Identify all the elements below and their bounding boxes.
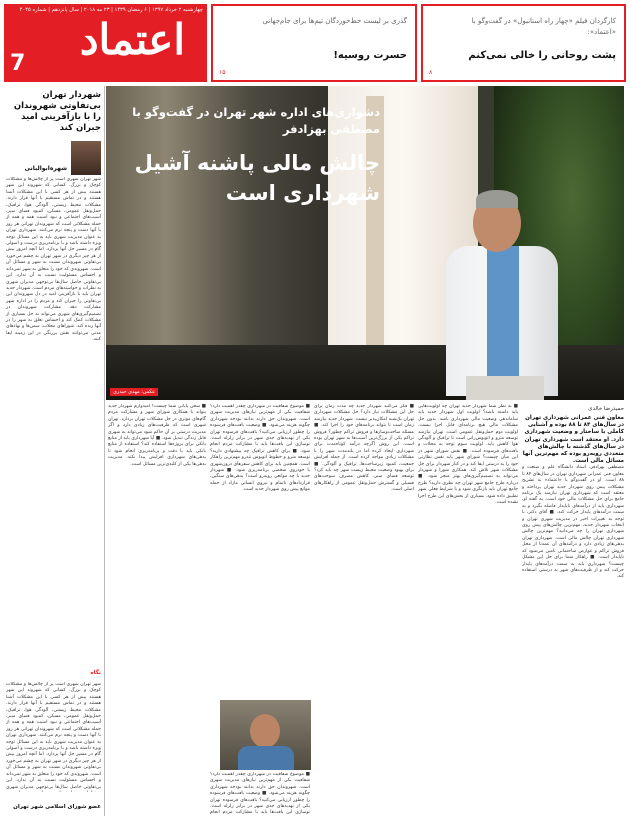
author-name: شهره‌ابوالبانی <box>24 165 67 172</box>
teaser-culture[interactable] <box>421 4 626 82</box>
teaser-headline: پشت روحانی را خالی نمی‌کنم <box>468 50 616 61</box>
teaser-page: ۱۵ <box>219 69 226 76</box>
inset-portrait <box>220 700 311 770</box>
person-hair <box>476 190 518 208</box>
hero-kicker: دشواری‌های اداره شهر تهران در گفت‌وگو با مصطفی بهزادفر <box>132 105 380 136</box>
opinion-sidebar <box>4 86 103 816</box>
author-avatar <box>71 141 101 175</box>
article-text: مصطفی بهزادفر، استاد دانشگاه علم و صنعت و معاون فنی عمرانی شهرداری تهران در سال‌های ۸۴ تا ۸۸ است. او در گفت‌وگو با «اعتماد» به تشریح مشکلات پیش روی شهردار جدید تهران پرداخته و معتقد است که شهرداری تهران نیازمند یک برنامه جامع برای حل مشکلات مالی خود است. به گفته او، شهرداری باید از درآمدهای ناپایدار فاصله بگیرد و به سمت درآمدهای پایدار حرکت کند. ■ آقای دکتر، با توجه به تغییرات اخیر در مدیریت شهری تهران و انتخاب شهردار جدید، مهم‌ترین چالش‌های پیش روی شهرداری تهران را چه می‌دانید؟ مهم‌ترین چالش شهرداری تهران چالش مالی است. شهرداری تهران بدهی‌های زیادی دارد و درآمدهای آن عمدتا از محل فروش تراکم و عوارض ساختمانی تامین می‌شود که ناپایدار است. ■ راهکار شما برای حل این مشکل چیست؟ شهرداری باید به سمت درآمدهای پایدار حرکت کند و از ظرفیت‌های شهر به درستی استفاده کند. <box>522 465 624 580</box>
person-pants <box>466 376 544 400</box>
page-number: 7 <box>10 51 26 76</box>
photo-credit: عکس: مهدی حیدری <box>110 388 158 396</box>
inset-shirt <box>238 746 294 770</box>
article-column-5 <box>108 404 206 816</box>
article-text: ■ موضوع شفافیت در شهرداری چقدر اهمیت دارد؟ شفافیت یکی از مهم‌ترین نیازهای مدیریت شهری است. شهروندان حق دارند بدانند بودجه شهرداری چگونه هزینه می‌شود. ■ وضعیت بافت‌های فرسوده را چطور ارزیابی می‌کنید؟ بافت‌های فرسوده تهران یکی از تهدیدهای جدی شهر در برابر زلزله است. نوسازی این بافت‌ها باید با مشارکت مردم انجام شود. ■ برای کاهش ترافیک چه پیشنهادی دارید؟ توسعه مترو و خطوط اتوبوس تندرو مهم‌ترین راهکار است. همچنین باید برای کاهش سفرهای درون‌شهری با خودروی شخصی برنامه‌ریزی شود. ■ شهردار جدید با چه موانعی روبه‌رو است؟ بدهی‌های سنگین، قراردادهای ناتمام و نیروی انسانی مازاد از جمله موانع پیش روی شهردار جدید است. <box>210 404 310 493</box>
teaser-sports[interactable] <box>211 4 417 82</box>
article-text: ■ فکر می‌کنید شهردار جدید چه مدت زمان برای حل این مشکلات نیاز دارد؟ حل مشکلات شهرداری تهران یک‌شبه امکان‌پذیر نیست. شهردار جدید نیازمند زمان است تا بتواند برنامه‌های خود را اجرا کند. ■ مسئله ساخت‌وسازها و فروش تراکم چطور؟ فروش تراکم یکی از بزرگ‌ترین آسیب‌ها به شهر تهران بوده است. این روش اگرچه درآمد کوتاه‌مدت برای شهرداری ایجاد کرده اما در بلندمدت شهر را با مشکلات زیادی مواجه کرده است. از جمله افزایش جمعیت، کمبود زیرساخت‌ها، ترافیک و آلودگی. ■ برای بهبود وضعیت محیط زیست شهر چه باید کرد؟ توسعه فضای سبز، کاهش مصرف سوخت‌های فسیلی و گسترش حمل‌ونقل عمومی از راهکارهای اصلی است. <box>314 404 414 493</box>
sidebar-headline: شهردار تهران بی‌تفاوتی شهروندان را با بازآفرینی امید جبران کند <box>13 90 101 133</box>
sidebar-author-block <box>4 137 103 177</box>
article-text: ■ به نظر شما شهردار جدید تهران چه اولویت‌هایی باید داشته باشد؟ اولویت اول شهردار جدید باید ساماندهی وضعیت مالی شهرداری باشد. بدون حل مشکلات مالی هیچ برنامه‌ای قابل اجرا نیست. اولویت دوم حمل‌ونقل عمومی است. تهران نیازمند توسعه مترو و اتوبوس‌رانی است تا ترافیک و آلودگی هوا کاهش یابد. اولویت سوم توجه به محلات و بافت‌های فرسوده است. ■ نقش شورای شهر در این میان چیست؟ شورای شهر باید نقش نظارتی خود را به درستی ایفا کند و در کنار شهردار برای حل مشکلات شهر تلاش کند. همکاری شورا و شهردار می‌تواند به تصمیم‌گیری‌های بهتر منجر شود. ■ درباره طرح جامع شهر تهران چه نظری دارید؟ طرح جامع تهران باید بازنگری شود و با شرایط فعلی شهر تطبیق داده شود. بسیاری از بخش‌های این طرح اجرا نشده است. <box>418 404 518 506</box>
sidebar-footer: عضو شورای اسلامی شهر تهران <box>13 804 101 810</box>
article-column-2 <box>418 404 518 816</box>
teaser-kicker: کارگردان فیلم «چهار راه استانبول» در گفت‌وگو با «اعتماد»: <box>471 17 616 36</box>
article-column-4 <box>210 404 310 696</box>
hero-title: چالش مالی پاشنه آشیل شهرداری است <box>134 151 380 205</box>
person-shirt <box>487 246 519 386</box>
teaser-page: ۸ <box>429 69 433 76</box>
newspaper-logo: اعتماد <box>79 15 185 64</box>
inset-text: ■ موضوع شفافیت در شهرداری چقدر اهمیت دارد؟ شفافیت یکی از مهم‌ترین نیازهای مدیریت شهری است. شهروندان حق دارند بدانند بودجه شهرداری چگونه هزینه می‌شود. ■ وضعیت بافت‌های فرسوده را چطور ارزیابی می‌کنید؟ بافت‌های فرسوده تهران یکی از تهدیدهای جدی شهر در برابر زلزله است. نوسازی این بافت‌ها باید با مشارکت مردم انجام <box>210 772 310 816</box>
teaser-headline: حسرت روسیه! <box>333 50 407 61</box>
photo-blind <box>366 96 384 386</box>
column-divider <box>104 86 105 816</box>
article-column-3 <box>314 404 414 816</box>
article-lead: معاون فنی عمرانی شهرداری تهران در سال‌های ۸۴ تا ۸۸ بوده و آشنایی کاملی با ساختار و وضعیت شهرداری دارد. او معتقد است شهرداری تهران در سال‌های گذشته با چالش‌های متعددی روبه‌رو بوده که مهم‌ترین آنها مسائل مالی است. <box>522 415 624 465</box>
hero-photo <box>106 86 624 400</box>
article-byline: حمیدرضا خالدی <box>588 406 624 412</box>
inset-face <box>250 714 280 748</box>
sidebar-body: شهر تهران شهری است پر از چالش‌ها و مشکلات کوچک و بزرگ. کسانی که شهروند این شهر هستند بیش از هر کسی با این مشکلات آشنا هستند و در تماس مستقیم با آنها قرار دارند. مشکلات محیط زیستی، آلودگی هوا، ترافیک، حمل‌ونقل عمومی، مسکن، کمبود فضای سبز، آسیب‌های اجتماعی و نبود امنیت همه و همه از جمله مشکلاتی است که شهروندان تهرانی هر روز با آنها دست و پنجه نرم می‌کنند. شهرداری تهران به عنوان مدیریت شهری باید به این مسائل توجه ویژه داشته باشد و با برنامه‌ریزی درست و اصولی گام در مسیر حل آنها بردارد. اما آنچه امروز بیش از هر چیز دیگری در شهر تهران به چشم می‌خورد بی‌تفاوتی شهروندان نسبت به شهر و مسائل آن است. شهروندی که خود را متعلق به شهر نمی‌داند و احساس مسئولیت نسبت به آن ندارد. این بی‌تفاوتی حاصل سال‌ها بی‌توجهی مدیران شهری به نظرات و خواسته‌های مردم است. شهردار جدید تهران باید با بازآفرینی امید در دل شهروندان این بی‌تفاوتی را جبران کند و مردم را در اداره شهر مشارکت دهد. مشارکت شهروندان در تصمیم‌گیری‌های شهری می‌تواند به حل بسیاری از مشکلات کمک کند و احساس تعلق به شهر را در آنها زنده کند. شوراهای محلات، سمن‌ها و نهادهای مدنی می‌توانند نقش پررنگی در این زمینه ایفا کنند. <box>6 177 101 343</box>
article-column-1 <box>522 404 624 816</box>
dateline: چهارشنبه ۲ خرداد ۱۳۹۷ | ۶ رمضان ۱۴۳۹ | ۲۳ مه ۲۰۱۸ | سال پانزدهم | شماره ۴۰۴۵ <box>19 7 203 13</box>
teaser-kicker: گذری بر لیست خط‌خوردگان تیم‌ها برای جام‌جهانی <box>262 17 407 25</box>
sidebar-section-label: نگاه <box>90 670 101 676</box>
article-text: ■ سخن پایانی شما چیست؟ امیدوارم شهردار جدید بتواند با همکاری شورای شهر و مشارکت مردم گام‌های موثری در حل مشکلات تهران بردارد. تهران شهری است که ظرفیت‌های زیادی دارد و اگر مدیریت درستی بر آن حاکم شود می‌تواند به شهری قابل زندگی تبدیل شود. ■ آیا شهرداری باید از منابع بانکی برای پروژه‌ها استفاده کند؟ استفاده از منابع بانکی باید با دقت و برنامه‌ریزی انجام شود تا بدهی‌های شهرداری افزایش پیدا نکند. مدیریت بدهی‌ها یکی از کلیدی‌ترین مسائل است. <box>108 404 206 467</box>
sidebar-body-continued: شهر تهران شهری است پر از چالش‌ها و مشکلات کوچک و بزرگ. کسانی که شهروند این شهر هستند بیش از هر کسی با این مشکلات آشنا هستند و در تماس مستقیم با آنها قرار دارند. مشکلات محیط زیستی، آلودگی هوا، ترافیک، حمل‌ونقل عمومی، مسکن، کمبود فضای سبز، آسیب‌های اجتماعی و نبود امنیت همه و همه از جمله مشکلاتی است که شهروندان تهرانی هر روز با آنها دست و پنجه نرم می‌کنند. شهرداری تهران به عنوان مدیریت شهری باید به این مسائل توجه ویژه داشته باشد و با برنامه‌ریزی درست و اصولی گام در مسیر حل آنها بردارد. اما آنچه امروز بیش از هر چیز دیگری در شهر تهران به چشم می‌خورد بی‌تفاوتی شهروندان نسبت به شهر و مسائل آن است. شهروندی که خود را متعلق به شهر نمی‌داند و احساس مسئولیت نسبت به آن ندارد. این بی‌تفاوتی حاصل سال‌ها بی‌توجهی مدیران شهری <box>6 682 101 790</box>
